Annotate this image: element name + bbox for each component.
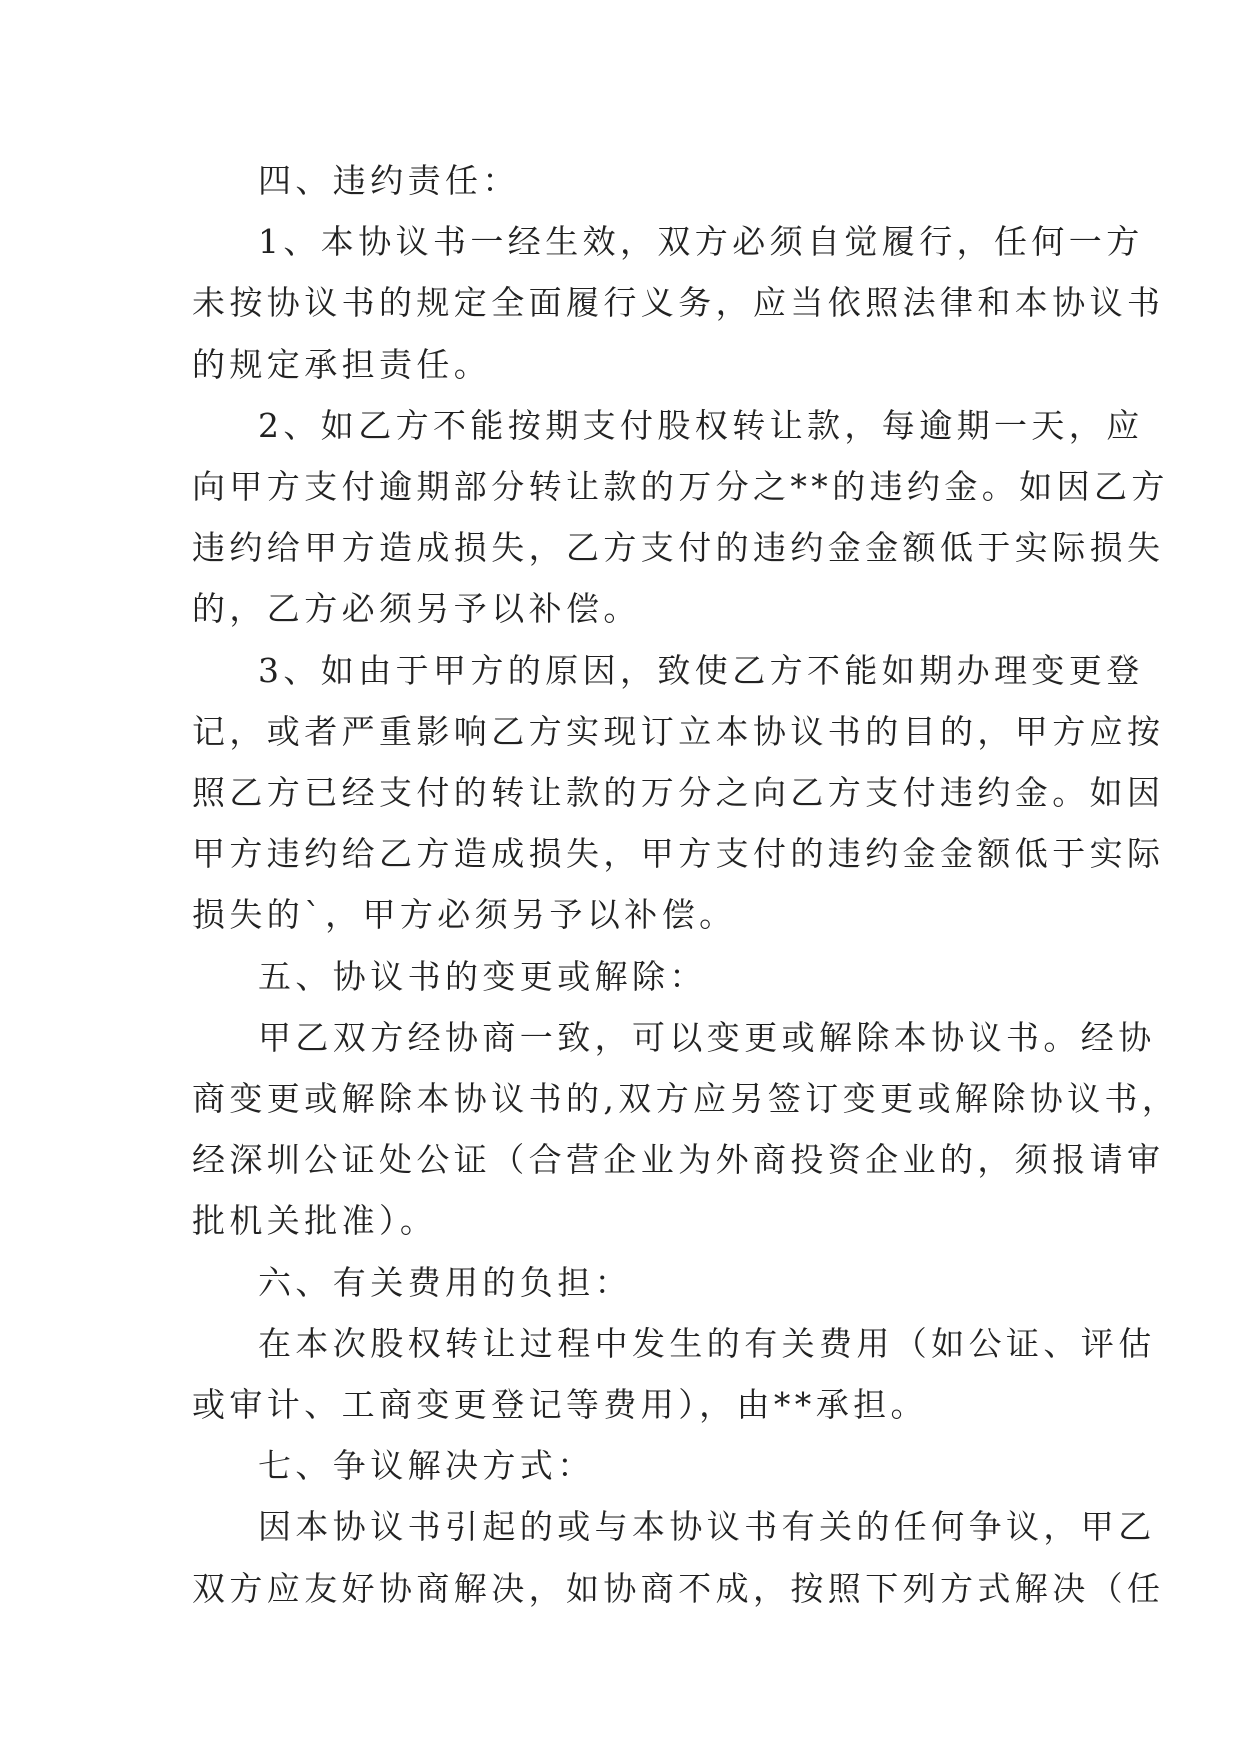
text-line: 批机关批准）。 [192,1201,438,1241]
text-line: 甲方违约给乙方造成损失，甲方支付的违约金金额低于实际 [192,834,1165,874]
text-line: 未按协议书的规定全面履行义务，应当依照法律和本协议书 [192,283,1165,323]
dispute-clause [192,1496,1165,1618]
clause-2 [192,395,1169,640]
section-heading-dispute [192,1435,1050,1496]
section-heading-breach [192,150,1050,211]
section-heading-amendment [192,946,1050,1007]
text-line: 1、本协议书一经生效，双方必须自觉履行，任何一方 [258,222,1144,262]
clause-3 [192,640,1165,946]
text-line: 经深圳公证处公证（合营企业为外商投资企业的，须报请审 [192,1140,1165,1180]
text-line: 记，或者严重影响乙方实现订立本协议书的目的，甲方应按 [192,711,1165,751]
text-line: 因本协议书引起的或与本协议书有关的任何争议，甲乙 [258,1507,1156,1547]
fees-clause [192,1313,1156,1435]
text-line: 违约给甲方造成损失，乙方支付的违约金金额低于实际损失 [192,528,1165,568]
text-line: 甲乙双方经协商一致，可以变更或解除本协议书。经协 [258,1017,1156,1057]
text-line: 损失的`，甲方必须另予以补偿。 [192,895,737,935]
text-line: 的，乙方必须另予以补偿。 [192,589,641,629]
text-line: 或审计、工商变更登记等费用），由**承担。 [192,1385,928,1425]
text-line: 向甲方支付逾期部分转让款的万分之**的违约金。如因乙方 [192,467,1169,507]
text-line: 双方应友好协商解决，如协商不成，按照下列方式解决（任 [192,1568,1165,1608]
section-heading-fees [192,1252,1050,1313]
text-line: 六、有关费用的负担： [258,1262,632,1302]
text-line: 五、协议书的变更或解除： [258,956,707,996]
text-line: 商变更或解除本协议书的,双方应另签订变更或解除协议书， [192,1079,1180,1119]
text-line: 2、如乙方不能按期支付股权转让款，每逾期一天，应 [258,405,1144,445]
amendment-clause [192,1007,1180,1252]
clause-1 [192,211,1165,395]
document-body [192,150,1180,1619]
text-line: 照乙方已经支付的转让款的万分之向乙方支付违约金。如因 [192,773,1165,813]
text-line: 3、如由于甲方的原因，致使乙方不能如期办理变更登 [258,650,1144,690]
text-line: 在本次股权转让过程中发生的有关费用（如公证、评估 [258,1323,1156,1363]
text-line: 七、争议解决方式： [258,1446,595,1486]
text-line: 四、违约责任： [258,161,520,200]
text-line: 的规定承担责任。 [192,344,492,384]
